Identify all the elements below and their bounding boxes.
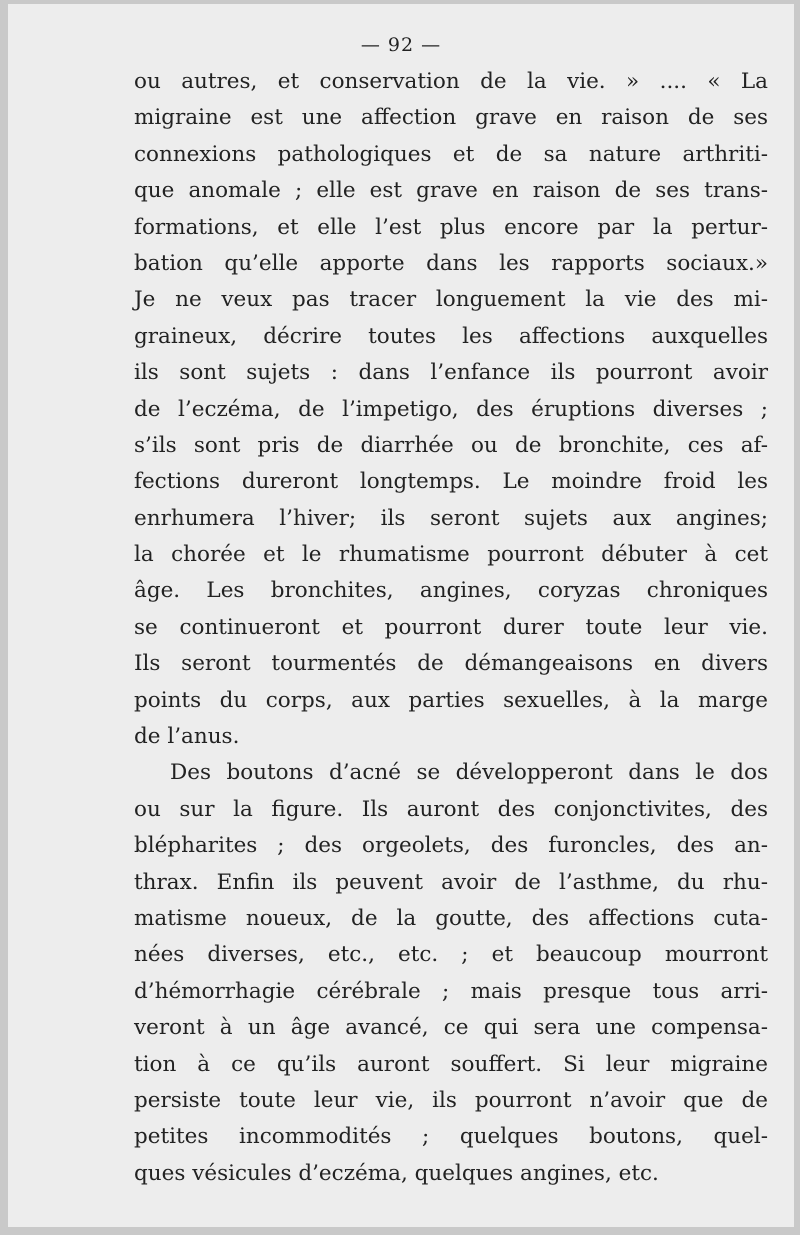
text-line: s’ils sont pris de diarrhée ou de bronchite, ces af- (134, 432, 768, 458)
text-line: ou autres, et conservation de la vie. » .... « La (134, 69, 768, 94)
text-line: thrax. Enfin ils peuvent avoir de l’asthme, du rhu- (134, 869, 768, 895)
text-line: la chorée et le rhumatisme pourront débuter à cet (134, 542, 768, 568)
text-line: enrhumera l’hiver; ils seront sujets aux angines; (134, 505, 768, 531)
text-line: formations, et elle l’est plus encore par la pertur- (134, 214, 768, 240)
text-line: de l’eczéma, de l’impetigo, des éruptions diverses ; (134, 396, 768, 422)
text-line: veront à un âge avancé, ce qui sera une compensa- (134, 1015, 768, 1041)
text-line: fections dureront longtemps. Le moindre froid les (134, 469, 768, 495)
text-line: graineux, décrire toutes les affections auxquelles (134, 323, 768, 349)
text-line: migraine est une affection grave en raison de ses (134, 105, 768, 131)
text-line: ils sont sujets : dans l’enfance ils pourront avoir (134, 360, 768, 386)
text-line: d’hémorrhagie cérébrale ; mais presque tous arri- (134, 978, 768, 1004)
text-line: nées diverses, etc., etc. ; et beaucoup mourront (134, 942, 768, 968)
book-page (8, 4, 794, 1227)
page-number: — 92 — (360, 34, 442, 56)
text-line: âge. Les bronchites, angines, coryzas chroniques (134, 578, 768, 604)
text-line: Ils seront tourmentés de démangeaisons en divers (134, 651, 768, 677)
text-line: connexions pathologiques et de sa nature arthriti- (134, 141, 768, 167)
text-line: tion à ce qu’ils auront souffert. Si leur migraine (134, 1051, 768, 1077)
text-line: Des boutons d’acné se développeront dans le dos (170, 760, 768, 786)
text-line: de l’anus. (134, 724, 240, 750)
text-line: points du corps, aux parties sexuelles, à la marge (134, 687, 768, 713)
text-line: ques vésicules d’eczéma, quelques angines, etc. (134, 1160, 659, 1186)
text-line: matisme noueux, de la goutte, des affections cuta- (134, 905, 768, 931)
body-text (134, 64, 768, 1192)
text-line: ou sur la figure. Ils auront des conjonctivites, des (134, 796, 768, 822)
text-line: blépharites ; des orgeolets, des furoncles, des an- (134, 833, 768, 859)
text-line: Je ne veux pas tracer longuement la vie des mi- (134, 287, 768, 313)
text-line: petites incommodités ; quelques boutons, quel- (134, 1124, 768, 1150)
text-line: bation qu’elle apporte dans les rapports sociaux.» (134, 250, 768, 276)
text-line: persiste toute leur vie, ils pourront n’avoir que de (134, 1087, 768, 1113)
text-line: que anomale ; elle est grave en raison de ses trans- (134, 178, 768, 204)
text-line: se continueront et pourront durer toute leur vie. (134, 614, 768, 640)
